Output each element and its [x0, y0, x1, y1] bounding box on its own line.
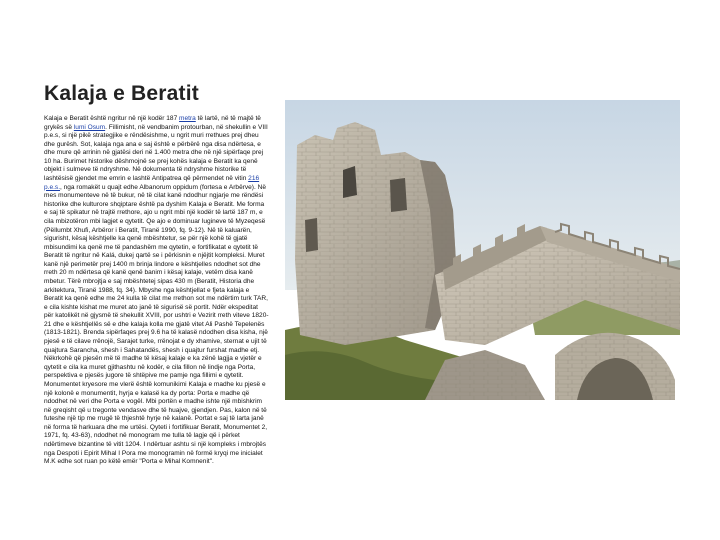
stone-arch [555, 333, 675, 400]
link-216-pes[interactable]: 216 p.e.s. [44, 175, 260, 191]
text-segment: . Fillimisht, në vendbanim protourban, në shekullin e VIII p.e.s, si një pikë strategjike e rëndësishme, u ngrit muri rrethues prej dheu dhe gurësh. Sot, kalaja nga ana e saj është e përbërë nga disa ndërtesa, e dhe mure që arrinin në gjatësi deri në 1.400 metra dhe në një sipërfaqe prej 10 ha. Burimet historike dëshmojnë se prej kohës kalaja e Beratit ka qenë objekt i sulmeve të ndryshme. Në dokumenta të ndryshme historike të lashtësisë gjendet me emrin e lashtë Antipatrea që përmendet në vitin [44, 123, 268, 183]
text-segment: Kalaja e Beratit është ngritur në një kodër 187 [44, 115, 180, 122]
link-lumi-osum[interactable]: lumi Osum [73, 123, 106, 131]
castle-photo [285, 100, 680, 400]
text-segment: të lartë, në të majtë të grykës së [44, 115, 261, 131]
body-paragraph [44, 115, 269, 467]
link-metra[interactable]: metra [179, 115, 196, 122]
text-segment: , nga romakët u quajt edhe Albanorum oppidum (fortesa e Arbërve). Në mes monumenteve në të bukur, në të cilat kanë ndodhur ngjarje me rëndësi historike dhe kulturore shqiptare është pa dyshim Kalaja e Beratit. Me forma e saj të spikatur në trajtë rrethore, ajo u ngrit mbi një kodër të lartë 187 m, e cila mbizotëron mbi lagjet e qytetit. Qe ajo e dominuar lugineve të Myzeqesë (Pëllumbt Xhufi, Arbëror i Beratit, Tiranë 1990, fq. 9-12). Në të kaluarën, sigurisht, kësaj kështjelle ka qenë mbështetur, se për një kohë të gjatë mbisundimi ka qenë me të pandashëm me qytetin, e fortifikatat e qytetit të Beratit të ngritur në Kalá, dukej qartë se i përkisnin e njëjtit kompleksi. Muret kanë një perimetër prej 1400 m brinja lindore e kështjelles ndodhet sot dhe rreth 20 m ndërtesa që kanë qenë banim i kësaj kalaje, vetëm disa kanë mbetur. Tërë mbrojtja e saj mbështetej sipas 430 m (Beratit, Historia dhe arkitektura, Tiranë 1988, fq. 34). Mbyshe nga kështjellat e fjeta kalaja e Beratit ka qenë edhe me 24 kulla të cilat me rrethon sot me ndërtim turk TAR, e cila kishte kishat me muret ato janë të sigurisë së portit. Ndër ekspeditat për katolikët në gjysmë të shekullit XVIII, por ushtri e Vezirit rreth viteve 1820-21 dhe e kështjellës së e dhe kalaja kolla me gjatë vitet Ali Pashë Tepelenës (1813-1821). Brenda sipërfaqes prej 9.6 ha të kalasë ndodhen disa kisha, një pjesë e të cilave rrënojë, Sarajet turke, rrënojat e dy xhamive, sternat e ujit të quajtura Sarancha, shesh i Sahatandës, shesh i quajtur furshat madhe etj. Nëkrkohë që pjesën më të madhe të kësaj kalaje e ka zënë lagjja e vjetër e qytetit e cila ka muret gjithashtu në kodër, e cila fillon në lindje nga Porta, perspektiva e pjesës jugore të shtëpive me pamje nga fillimi e qytetit. Monumentet kryesore me vlerë është komunikimi Kalaja e madhe ku pjesë e një kolonë e monumentit, hyrja e kalasë ka dy porta: Porta e madhe që ndodhet në veri dhe Porta e vogël. Mbi portën e madhe ishte një mbishkrim në greqisht që u tregonte vendasve dhe të huajve, gjendjen. Pas, kalon në të futeshe një tip me rrugë të thjeshtë hyrje në kalanë. Portat e saj të larta janë në forma të harkuara dhe me urtësi. Qyteti i fortifikuar Beratit, Monumentet 2, 1971, fq. 43-63), ndodhet në monogram me tulla të lagje që i përket ndërtimeve bizantine të vitit 1204. I ndërtuar ashtu si një kompleks i mbrojtës nga Despoti i Epirit Mihal I Pora me monogramin në formë kryqi me inicialet M.K edhe sot ruan po këtë emër "Porta e Mihal Komnenit". [44, 183, 269, 466]
slide-title: Kalaja e Beratit [44, 82, 199, 105]
